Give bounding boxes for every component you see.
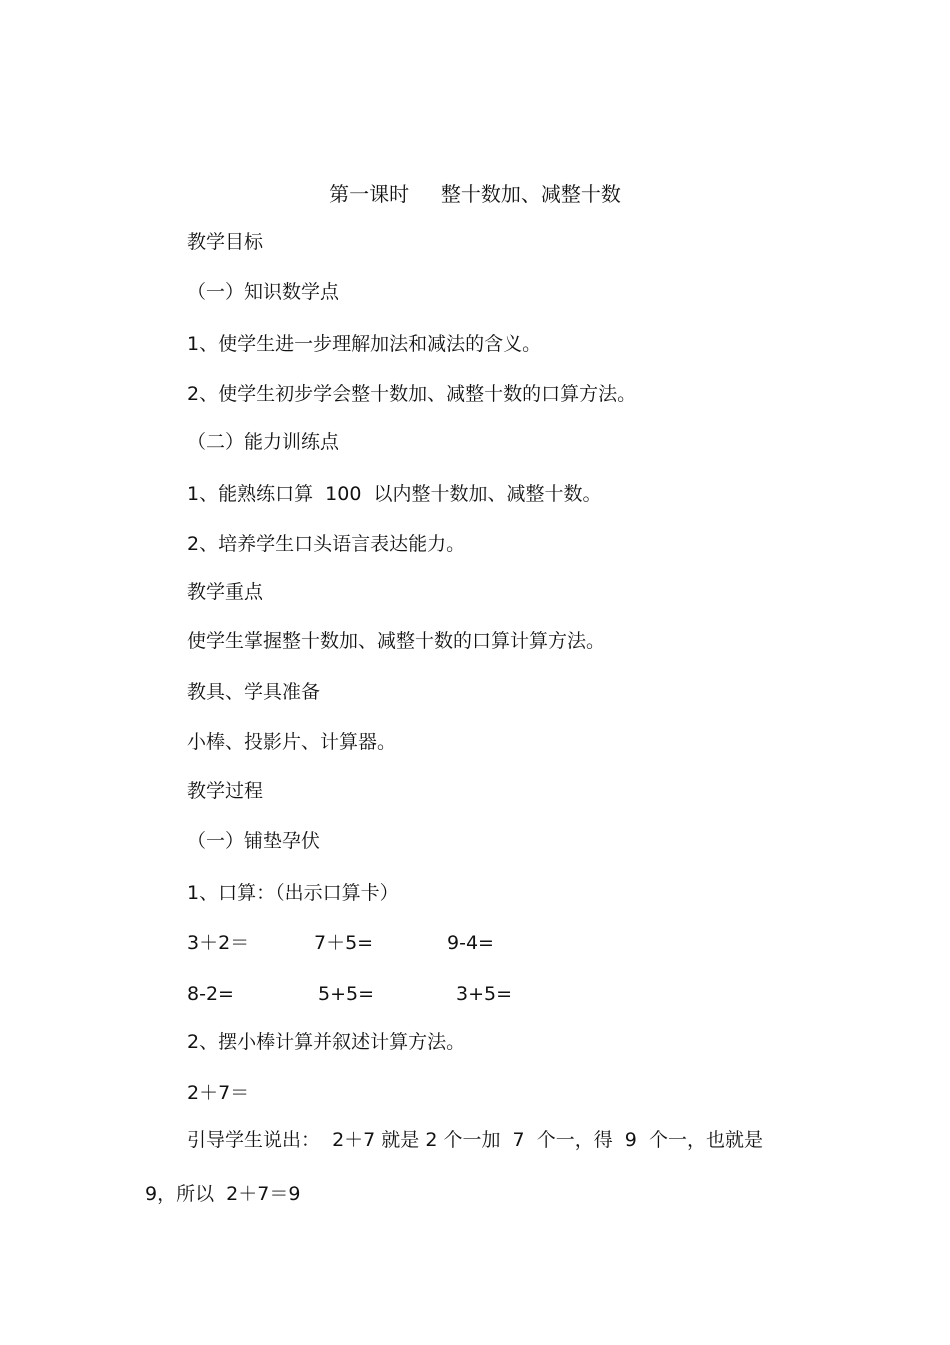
ability-item-2: 2、培养学生口头语言表达能力。 bbox=[187, 533, 466, 555]
goals-heading: 教学目标 bbox=[187, 231, 264, 253]
key-heading: 教学重点 bbox=[187, 581, 264, 603]
oral-card-item: 7＋5= bbox=[314, 932, 374, 954]
guide-line-2: 9，所以 2＋7＝9 bbox=[145, 1183, 301, 1205]
oral-card-item: 3＋2＝ bbox=[187, 932, 250, 954]
knowledge-item-1: 1、使学生进一步理解加法和减法的含义。 bbox=[187, 333, 542, 355]
sticks-heading: 2、摆小棒计算并叙述计算方法。 bbox=[187, 1031, 466, 1053]
oral-card-item: 9-4= bbox=[447, 932, 494, 954]
knowledge-heading: （一）知识数学点 bbox=[187, 281, 340, 303]
guide-line-1: 引导学生说出： 2＋7 就是 2 个一加 7 个一，得 9 个一，也就是 bbox=[187, 1129, 763, 1151]
process-heading: 教学过程 bbox=[187, 780, 264, 802]
oral-card-item: 8-2= bbox=[187, 983, 234, 1005]
page-title: 第一课时 整十数加、减整十数 bbox=[329, 182, 621, 206]
sticks-expression: 2＋7＝ bbox=[187, 1082, 250, 1104]
oral-card-item: 3+5= bbox=[456, 983, 513, 1005]
oral-heading: 1、口算：（出示口算卡） bbox=[187, 882, 399, 904]
tools-text: 小棒、投影片、计算器。 bbox=[187, 731, 397, 753]
knowledge-item-2: 2、使学生初步学会整十数加、减整十数的口算方法。 bbox=[187, 383, 637, 405]
oral-card-item: 5+5= bbox=[318, 983, 375, 1005]
step-heading: （一）铺垫孕伏 bbox=[187, 830, 321, 852]
ability-item-1: 1、能熟练口算 100 以内整十数加、减整十数。 bbox=[187, 483, 602, 505]
tools-heading: 教具、学具准备 bbox=[187, 681, 321, 703]
ability-heading: （二）能力训练点 bbox=[187, 431, 340, 453]
key-text: 使学生掌握整十数加、减整十数的口算计算方法。 bbox=[187, 630, 606, 652]
